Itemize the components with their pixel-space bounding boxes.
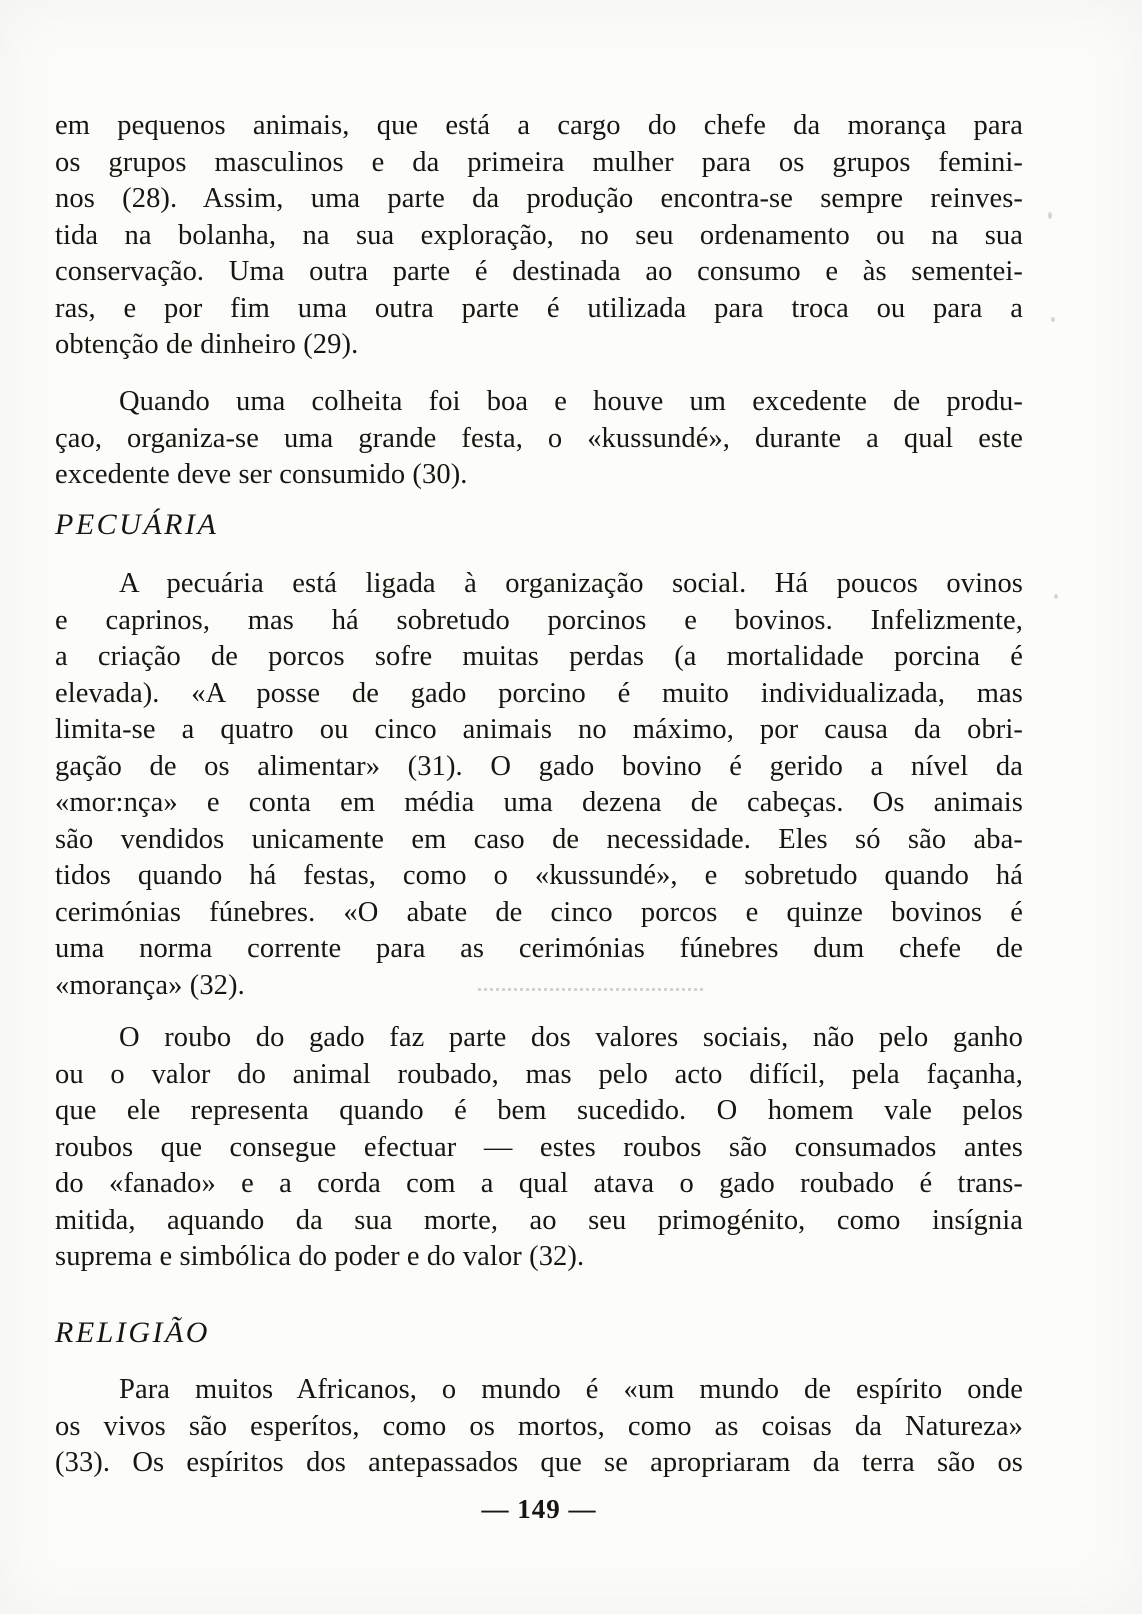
text-line: A pecuária está ligada à organização social. Há poucos ovinos (119, 568, 1023, 599)
text-line: os grupos masculinos e da primeira mulher para os grupos femini- (55, 146, 1023, 178)
text-line: roubos que consegue efectuar — estes roubos são consumados antes (55, 1131, 1023, 1163)
paragraph (55, 108, 1023, 364)
page-number: — 149 — (481, 1494, 597, 1524)
text-line: elevada). «A posse de gado porcino é muito individualizada, mas (55, 677, 1023, 709)
text-line: ras, e por fim uma outra parte é utilizada para troca ou para a (55, 292, 1023, 324)
text-line: çao, organiza-se uma grande festa, o «kussundé», durante a qual este (55, 422, 1023, 454)
text-line: Quando uma colheita foi boa e houve um excedente de produ- (119, 386, 1023, 417)
text-line: excedente deve ser consumido (30). (55, 459, 468, 490)
scan-smudge (478, 988, 703, 991)
text-line: os vivos são esperítos, como os mortos, como as coisas da Natureza» (55, 1410, 1023, 1442)
section-heading-pecuaria: PECUÁRIA (55, 508, 219, 541)
paragraph (55, 566, 1023, 1004)
text-line: do «fanado» e a corda com a qual atava o gado roubado é trans- (55, 1168, 1023, 1199)
paragraph (55, 384, 1023, 494)
text-line: uma norma corrente para as cerimónias fúnebres dum chefe de (55, 933, 1023, 964)
text-line: ou o valor do animal roubado, mas pelo acto difícil, pela façanha, (55, 1058, 1023, 1090)
text-line: a criação de porcos sofre muitas perdas (a mortalidade porcina é (55, 641, 1023, 672)
scan-speck (1051, 317, 1055, 322)
text-line: O roubo do gado faz parte dos valores sociais, não pelo ganho (119, 1022, 1023, 1053)
text-line: que ele representa quando é bem sucedido. O homem vale pelos (55, 1095, 1023, 1126)
paragraph (55, 1372, 1023, 1482)
text-line: obtenção de dinheiro (29). (55, 329, 359, 360)
paragraph (55, 1020, 1023, 1276)
text-line: e caprinos, mas há sobretudo porcinos e bovinos. Infelizmente, (55, 604, 1023, 636)
text-line: conservação. Uma outra parte é destinada ao consumo e às sementei- (55, 256, 1023, 287)
scan-speck (1054, 594, 1058, 599)
scan-speck (1048, 212, 1052, 219)
text-line: limita-se a quatro ou cinco animais no máximo, por causa da obri- (55, 714, 1023, 745)
text-line: «mor:nça» e conta em média uma dezena de cabeças. Os animais (55, 787, 1023, 818)
text-line: mitida, aquando da sua morte, ao seu primogénito, como insígnia (55, 1204, 1023, 1236)
text-line: nos (28). Assim, uma parte da produção encontra-se sempre reinves- (55, 183, 1023, 214)
text-line: Para muitos Africanos, o mundo é «um mundo de espírito onde (119, 1374, 1023, 1405)
text-line: tidos quando há festas, como o «kussundé», e sobretudo quando há (55, 860, 1023, 891)
text-line: (33). Os espíritos dos antepassados que se apropriaram da terra são os (55, 1447, 1023, 1478)
text-line: são vendidos unicamente em caso de necessidade. Eles só são aba- (55, 823, 1023, 855)
text-line: suprema e simbólica do poder e do valor (32). (55, 1241, 585, 1272)
text-line: tida na bolanha, na sua exploração, no seu ordenamento ou na sua (55, 219, 1023, 251)
text-line: gação de os alimentar» (31). O gado bovino é gerido a nível da (55, 750, 1023, 782)
text-line: em pequenos animais, que está a cargo do chefe da morança para (55, 110, 1023, 141)
section-heading-religiao: RELIGIÃO (55, 1316, 210, 1349)
text-line: «morança» (32). (55, 969, 245, 1001)
text-line: cerimónias fúnebres. «O abate de cinco porcos e quinze bovinos é (55, 896, 1023, 928)
